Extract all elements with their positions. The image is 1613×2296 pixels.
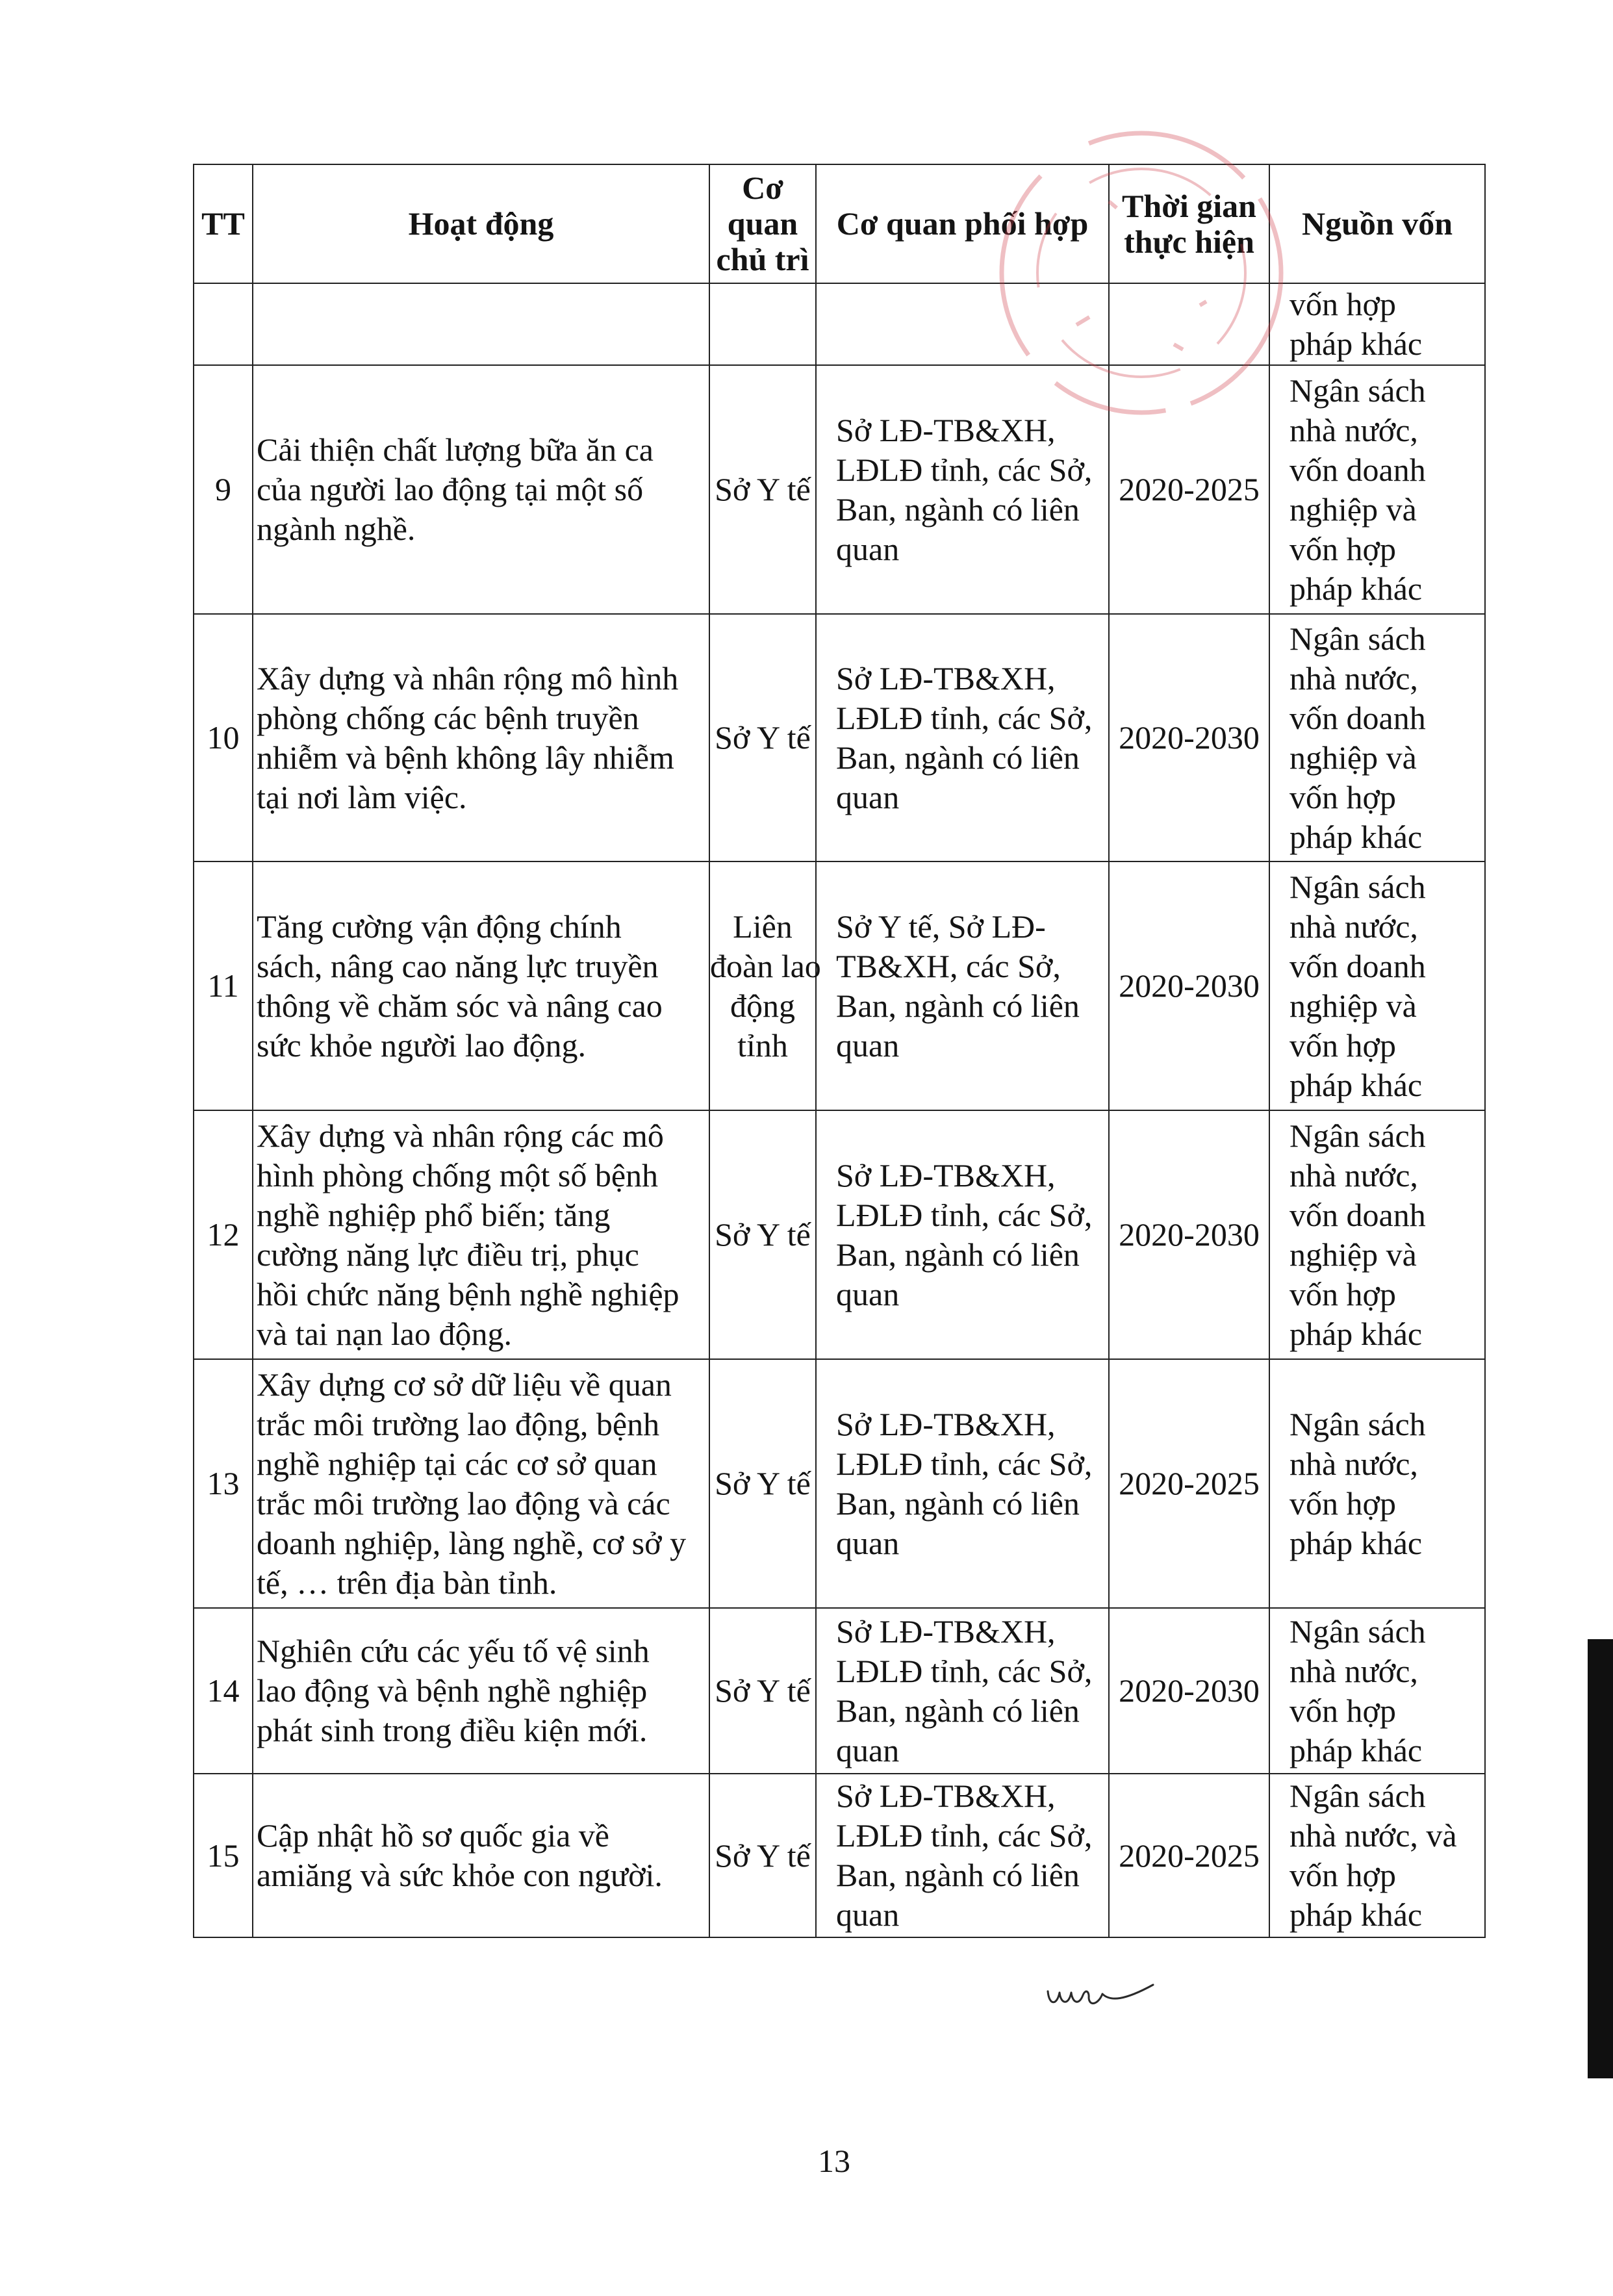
table-row xyxy=(194,1774,1485,1937)
empty-cell xyxy=(816,283,1109,365)
activity-cell: Xây dựng và nhân rộng các mô hình phòng chống một số bệnh nghề nghiệp phổ biến; tăng cường năng lực điều trị, phục hồi chức năng bệnh nghề nghiệp và tai nạn lao động. xyxy=(253,1110,709,1359)
funding-cell: vốn hợp pháp khác xyxy=(1269,283,1485,365)
continuation-row xyxy=(194,283,1485,365)
period-cell: 2020-2025 xyxy=(1109,1359,1269,1608)
handwritten-signature xyxy=(1043,1972,1160,2017)
period-cell: 2020-2025 xyxy=(1109,1774,1269,1937)
period-cell: 2020-2025 xyxy=(1109,365,1269,614)
coordinating-agencies-cell: Sở LĐ-TB&XH, LĐLĐ tỉnh, các Sở, Ban, ngành có liên quan xyxy=(816,1608,1109,1774)
funding-cell: Ngân sách nhà nước, vốn doanh nghiệp và vốn hợp pháp khác xyxy=(1269,365,1485,614)
empty-cell xyxy=(1109,283,1269,365)
header-tt: TT xyxy=(194,164,253,283)
funding-cell: Ngân sách nhà nước, vốn doanh nghiệp và vốn hợp pháp khác xyxy=(1269,1110,1485,1359)
lead-agency-cell: Sở Y tế xyxy=(709,1110,816,1359)
coordinating-agencies-cell: Sở LĐ-TB&XH, LĐLĐ tỉnh, các Sở, Ban, ngành có liên quan xyxy=(816,1359,1109,1608)
period-cell: 2020-2030 xyxy=(1109,614,1269,861)
coordinating-agencies-cell: Sở LĐ-TB&XH, LĐLĐ tỉnh, các Sở, Ban, ngành có liên quan xyxy=(816,1110,1109,1359)
lead-agency-cell: Sở Y tế xyxy=(709,614,816,861)
header-lead-agency: Cơ quan chủ trì xyxy=(709,164,816,283)
activity-cell: Cập nhật hồ sơ quốc gia về amiăng và sức khỏe con người. xyxy=(253,1774,709,1937)
coordinating-agencies-cell: Sở LĐ-TB&XH, LĐLĐ tỉnh, các Sở, Ban, ngành có liên quan xyxy=(816,365,1109,614)
activity-plan-table xyxy=(193,164,1486,1938)
period-cell: 2020-2030 xyxy=(1109,1110,1269,1359)
coordinating-agencies-cell: Sở LĐ-TB&XH, LĐLĐ tỉnh, các Sở, Ban, ngành có liên quan xyxy=(816,1774,1109,1937)
table-row xyxy=(194,1359,1485,1608)
funding-cell: Ngân sách nhà nước, vốn doanh nghiệp và vốn hợp pháp khác xyxy=(1269,861,1485,1110)
tt-cell: 15 xyxy=(194,1774,253,1937)
tt-cell: 13 xyxy=(194,1359,253,1608)
header-activity: Hoạt động xyxy=(253,164,709,283)
period-cell: 2020-2030 xyxy=(1109,1608,1269,1774)
funding-cell: Ngân sách nhà nước, vốn hợp pháp khác xyxy=(1269,1359,1485,1608)
tt-cell: 14 xyxy=(194,1608,253,1774)
lead-agency-cell: Sở Y tế xyxy=(709,1608,816,1774)
table-header-row xyxy=(194,164,1485,283)
activity-cell: Nghiên cứu các yếu tố vệ sinh lao động và bệnh nghề nghiệp phát sinh trong điều kiện mới. xyxy=(253,1608,709,1774)
table-row xyxy=(194,1608,1485,1774)
table-row xyxy=(194,1110,1485,1359)
table-row xyxy=(194,861,1485,1110)
tt-cell: 9 xyxy=(194,365,253,614)
empty-cell xyxy=(253,283,709,365)
funding-cell: Ngân sách nhà nước, vốn hợp pháp khác xyxy=(1269,1608,1485,1774)
empty-cell xyxy=(709,283,816,365)
empty-cell xyxy=(194,283,253,365)
lead-agency-cell: Sở Y tế xyxy=(709,1774,816,1937)
activity-cell: Xây dựng cơ sở dữ liệu về quan trắc môi trường lao động, bệnh nghề nghiệp tại các cơ sở quan trắc môi trường lao động và các doanh nghiệp, làng nghề, cơ sở y tế, … trên địa bàn tỉnh. xyxy=(253,1359,709,1608)
activity-cell: Cải thiện chất lượng bữa ăn ca của người lao động tại một số ngành nghề. xyxy=(253,365,709,614)
funding-cell: Ngân sách nhà nước, vốn doanh nghiệp và vốn hợp pháp khác xyxy=(1269,614,1485,861)
header-coordinating-agencies: Cơ quan phối hợp xyxy=(816,164,1109,283)
page-number: 13 xyxy=(818,2143,850,2179)
coordinating-agencies-cell: Sở LĐ-TB&XH, LĐLĐ tỉnh, các Sở, Ban, ngành có liên quan xyxy=(816,614,1109,861)
lead-agency-cell: Liên đoàn lao động tỉnh xyxy=(709,861,816,1110)
table-row xyxy=(194,365,1485,614)
table-row xyxy=(194,614,1485,861)
tt-cell: 10 xyxy=(194,614,253,861)
period-cell: 2020-2030 xyxy=(1109,861,1269,1110)
header-funding: Nguồn vốn xyxy=(1269,164,1485,283)
lead-agency-cell: Sở Y tế xyxy=(709,365,816,614)
header-period: Thời gian thực hiện xyxy=(1109,164,1269,283)
activity-cell: Tăng cường vận động chính sách, nâng cao năng lực truyền thông về chăm sóc và nâng cao sức khỏe người lao động. xyxy=(253,861,709,1110)
tt-cell: 11 xyxy=(194,861,253,1110)
activity-cell: Xây dựng và nhân rộng mô hình phòng chống các bệnh truyền nhiễm và bệnh không lây nhiễm tại nơi làm việc. xyxy=(253,614,709,861)
coordinating-agencies-cell: Sở Y tế, Sở LĐ- TB&XH, các Sở, Ban, ngành có liên quan xyxy=(816,861,1109,1110)
lead-agency-cell: Sở Y tế xyxy=(709,1359,816,1608)
scan-edge-artifact xyxy=(1588,1639,1613,2078)
funding-cell: Ngân sách nhà nước, và vốn hợp pháp khác xyxy=(1269,1774,1485,1937)
tt-cell: 12 xyxy=(194,1110,253,1359)
